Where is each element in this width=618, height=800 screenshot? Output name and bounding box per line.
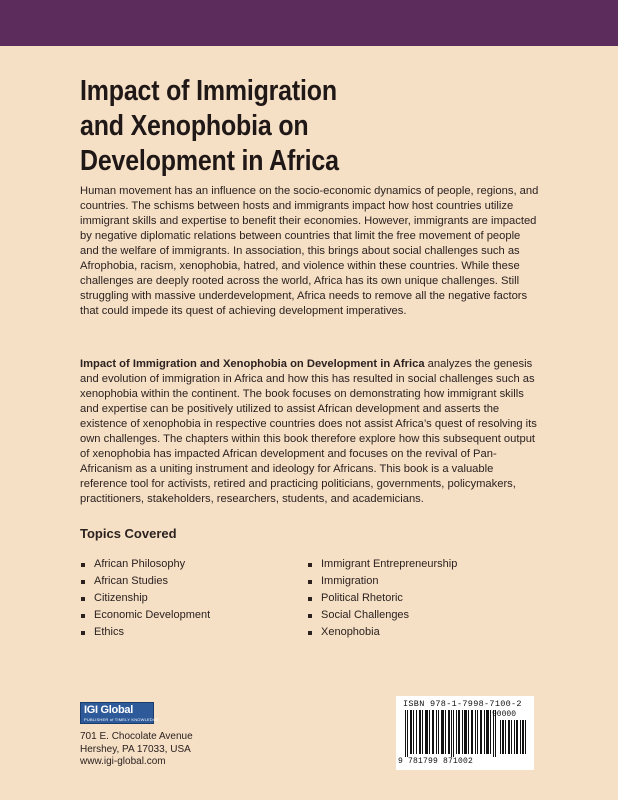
topic-item: African Philosophy (80, 556, 210, 573)
topic-item: Social Challenges (307, 607, 457, 624)
title-line-1: Impact of Immigration (80, 75, 337, 107)
paragraph-2-book-title: Impact of Immigration and Xenophobia on Development in Africa (80, 358, 425, 370)
paragraph-2-body: analyzes the genesis and evolution of immigration in Africa and how this has resulted in social challenges such as xenophobia within the continent. The book focuses on demonstrating how immigrant skills and expertise can be positively utilized to assist African development and asserts the existence of xenophobia in respective countries does not assist Africa’s quest of resolving its own challenges. The chapters within this book therefore explore how this subsequent output of xenophobia has impacted African development and focuses on the revival of Pan-Africanism as a uniting instrument and ideology for Africans. This book is a valuable reference tool for activists, retired and practicing politicians, governments, policymakers, practitioners, stakeholders, researchers, students, and academicians. (80, 358, 537, 505)
topic-item: Ethics (80, 624, 210, 641)
publisher-logo (80, 702, 160, 724)
topic-item: Xenophobia (307, 624, 457, 641)
ean-digits: 9 781799 871002 (398, 757, 474, 766)
topics-list-right (307, 556, 457, 641)
topic-item: Economic Development (80, 607, 210, 624)
topic-item: Immigration (307, 573, 457, 590)
price-code: 90000 (492, 710, 517, 719)
topics-list-left (80, 556, 210, 641)
isbn-barcode (396, 696, 534, 770)
publisher-logo-tagline: PUBLISHER of TIMELY KNOWLEDGE (84, 717, 160, 722)
publisher-logo-name: IGI Global (84, 704, 133, 716)
top-color-band (0, 0, 618, 46)
topics-heading: Topics Covered (80, 526, 177, 541)
title-line-3: Development in Africa (80, 145, 339, 177)
title-line-2: and Xenophobia on (80, 110, 309, 142)
publisher-website: www.igi-global.com (80, 756, 166, 767)
topic-item: Immigrant Entrepreneurship (307, 556, 457, 573)
address-line-2: Hershey, PA 17033, USA (80, 743, 191, 755)
description-paragraph-2 (80, 357, 540, 507)
topic-item: African Studies (80, 573, 210, 590)
address-line-1: 701 E. Chocolate Avenue (80, 731, 193, 742)
topic-item: Political Rhetoric (307, 590, 457, 607)
publisher-address (80, 731, 193, 769)
isbn-number: ISBN 978-1-7998-7100-2 (403, 699, 522, 709)
book-title (80, 74, 476, 179)
description-paragraph-1: Human movement has an influence on the socio-economic dynamics of people, regions, and countries. The schisms between hosts and immigrants impact how host countries utilize immigrant skills and expertise to benefit their economies. However, immigrants are impacted by negative diplomatic relations between countries that limit the free movement of people and the welfare of immigrants. In association, this brings about social challenges such as Afrophobia, racism, xenophobia, hatred, and violence within these countries. While these challenges are deeply rooted across the world, Africa has its own unique challenges. Still struggling with massive underdevelopment, Africa needs to remove all the negative factors that could impede its quest of achieving development imperatives. (80, 185, 539, 317)
topic-item: Citizenship (80, 590, 210, 607)
